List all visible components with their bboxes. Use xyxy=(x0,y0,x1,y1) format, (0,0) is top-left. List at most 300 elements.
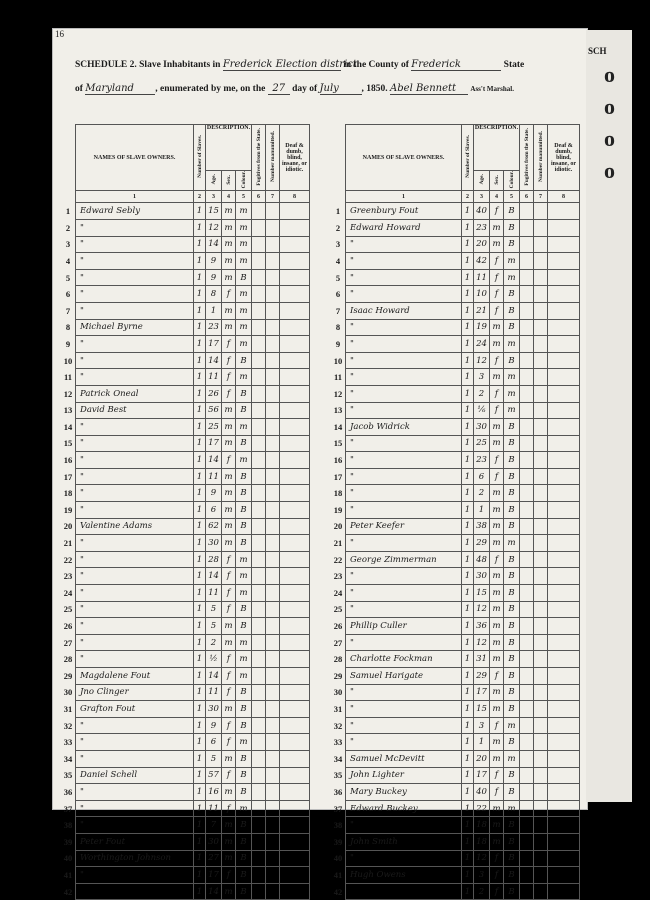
row-number: 39 xyxy=(61,833,76,850)
manumitted-cell xyxy=(266,236,280,253)
age-cell: 12 xyxy=(474,634,490,651)
deaf-cell xyxy=(548,651,580,668)
slave-count: 1 xyxy=(462,319,474,336)
row-number: 35 xyxy=(331,767,346,784)
slave-count: 1 xyxy=(462,336,474,353)
age-cell: 29 xyxy=(474,535,490,552)
colour-cell: B xyxy=(236,750,252,767)
row-number: 10 xyxy=(331,352,346,369)
sex-cell: f xyxy=(222,352,236,369)
colour-cell: B xyxy=(504,668,520,685)
table-row xyxy=(61,734,310,751)
slave-count: 1 xyxy=(462,701,474,718)
owner-name: Daniel Schell xyxy=(76,767,194,784)
table-row xyxy=(61,668,310,685)
owner-name: " xyxy=(76,867,194,884)
fugitive-cell xyxy=(252,684,266,701)
row-number: 39 xyxy=(331,833,346,850)
strip-mark: o xyxy=(604,94,615,119)
fugitive-cell xyxy=(520,369,534,386)
row-number: 20 xyxy=(61,518,76,535)
row-number: 26 xyxy=(61,618,76,635)
age-cell: 26 xyxy=(206,385,222,402)
row-number: 6 xyxy=(61,286,76,303)
colour-cell: B xyxy=(504,817,520,834)
owner-name: " xyxy=(346,236,462,253)
slave-count: 1 xyxy=(462,651,474,668)
manumitted-header: Number manumitted. xyxy=(537,131,544,183)
colour-cell: B xyxy=(504,867,520,884)
table-row xyxy=(61,385,310,402)
manumitted-cell xyxy=(266,452,280,469)
table-row xyxy=(61,219,310,236)
fugitive-cell xyxy=(252,518,266,535)
table-row xyxy=(61,336,310,353)
colour-cell: B xyxy=(236,435,252,452)
deaf-cell xyxy=(280,203,310,220)
row-number: 33 xyxy=(61,734,76,751)
table-row xyxy=(331,518,580,535)
sex-cell: f xyxy=(490,452,504,469)
age-cell: 14 xyxy=(206,352,222,369)
sex-cell: m xyxy=(222,302,236,319)
table-row xyxy=(61,717,310,734)
sex-cell: f xyxy=(222,767,236,784)
row-number: 31 xyxy=(331,701,346,718)
fugitive-cell xyxy=(252,717,266,734)
table-row xyxy=(61,551,310,568)
colour-cell: B xyxy=(504,551,520,568)
table-row xyxy=(331,734,580,751)
sex-cell: m xyxy=(490,419,504,436)
fugitive-cell xyxy=(252,219,266,236)
table-row xyxy=(61,286,310,303)
colour-cell: m xyxy=(236,236,252,253)
table-row xyxy=(331,502,580,519)
age-cell: 15 xyxy=(474,701,490,718)
deaf-cell xyxy=(280,601,310,618)
sex-cell: m xyxy=(490,568,504,585)
row-number: 41 xyxy=(331,867,346,884)
table-row xyxy=(61,352,310,369)
table-row xyxy=(331,336,580,353)
slave-count: 1 xyxy=(194,286,206,303)
colour-cell: B xyxy=(504,684,520,701)
owner-name: Jacob Widrick xyxy=(346,419,462,436)
deaf-cell xyxy=(548,767,580,784)
owner-name: " xyxy=(76,336,194,353)
deaf-cell xyxy=(548,833,580,850)
fugitive-cell xyxy=(520,634,534,651)
table-row xyxy=(331,203,580,220)
colour-cell: B xyxy=(504,203,520,220)
manumitted-cell xyxy=(266,867,280,884)
owner-name: " xyxy=(346,286,462,303)
deaf-cell xyxy=(280,269,310,286)
owner-name: " xyxy=(346,634,462,651)
sex-cell: f xyxy=(490,286,504,303)
owner-name: " xyxy=(76,236,194,253)
fugitive-cell xyxy=(520,568,534,585)
slave-count: 1 xyxy=(194,668,206,685)
slave-count: 1 xyxy=(462,419,474,436)
row-number: 42 xyxy=(331,883,346,900)
fugitive-cell xyxy=(520,402,534,419)
row-number: 8 xyxy=(331,319,346,336)
colour-cell: B xyxy=(236,717,252,734)
manumitted-cell xyxy=(266,319,280,336)
row-number: 17 xyxy=(331,468,346,485)
table-row xyxy=(61,302,310,319)
deaf-cell xyxy=(548,302,580,319)
slave-count: 1 xyxy=(194,219,206,236)
sex-cell: m xyxy=(490,219,504,236)
table-row xyxy=(61,883,310,900)
manumitted-cell xyxy=(534,585,548,602)
col-num: 7 xyxy=(534,191,548,203)
day-of-label: day of xyxy=(292,84,318,94)
row-number: 22 xyxy=(61,551,76,568)
manumitted-cell xyxy=(266,767,280,784)
colour-cell: m xyxy=(236,336,252,353)
owner-name: " xyxy=(76,269,194,286)
manumitted-cell xyxy=(266,302,280,319)
owner-name: " xyxy=(346,269,462,286)
table-row xyxy=(331,717,580,734)
sex-cell: f xyxy=(490,551,504,568)
age-cell: 11 xyxy=(206,369,222,386)
deaf-cell xyxy=(280,253,310,270)
owner-name xyxy=(76,883,194,900)
fugitive-cell xyxy=(252,833,266,850)
sex-cell: m xyxy=(490,585,504,602)
owner-name: " xyxy=(346,701,462,718)
row-number: 1 xyxy=(331,203,346,220)
colour-cell: B xyxy=(236,402,252,419)
row-number: 7 xyxy=(61,302,76,319)
fugitive-cell xyxy=(520,833,534,850)
slave-count: 1 xyxy=(194,253,206,270)
fugitive-cell xyxy=(252,236,266,253)
age-cell: 23 xyxy=(474,452,490,469)
age-cell: 7 xyxy=(206,817,222,834)
row-number: 16 xyxy=(331,452,346,469)
fugitive-cell xyxy=(252,668,266,685)
owner-name: Worthington Johnson xyxy=(76,850,194,867)
row-number: 29 xyxy=(331,668,346,685)
row-number: 24 xyxy=(61,585,76,602)
sex-cell: m xyxy=(222,833,236,850)
owner-name: John Smith xyxy=(346,833,462,850)
fugitive-cell xyxy=(520,701,534,718)
deaf-cell xyxy=(548,568,580,585)
table-row xyxy=(61,767,310,784)
slave-count: 1 xyxy=(462,219,474,236)
table-row xyxy=(331,236,580,253)
colour-cell: B xyxy=(504,468,520,485)
slave-count: 1 xyxy=(462,601,474,618)
fugitive-cell xyxy=(520,518,534,535)
table-row xyxy=(331,618,580,635)
row-number: 30 xyxy=(61,684,76,701)
table-row xyxy=(61,784,310,801)
owner-name: " xyxy=(346,717,462,734)
table-row xyxy=(331,750,580,767)
sex-cell: m xyxy=(490,701,504,718)
sex-cell: m xyxy=(222,203,236,220)
slave-count: 1 xyxy=(194,385,206,402)
fugitive-cell xyxy=(252,419,266,436)
district-value: Frederick Election district xyxy=(222,59,357,70)
colour-cell: B xyxy=(504,784,520,801)
table-row xyxy=(61,601,310,618)
owner-name: " xyxy=(346,817,462,834)
colour-cell: B xyxy=(504,219,520,236)
slave-count: 1 xyxy=(462,568,474,585)
owner-name: " xyxy=(76,551,194,568)
age-cell: 31 xyxy=(474,651,490,668)
row-number: 10 xyxy=(61,352,76,369)
owner-name: " xyxy=(76,601,194,618)
sex-cell: m xyxy=(490,336,504,353)
slave-count: 1 xyxy=(462,352,474,369)
deaf-cell xyxy=(548,867,580,884)
description-header: DESCRIPTION. xyxy=(206,125,252,171)
deaf-cell xyxy=(548,585,580,602)
owner-name: Samuel Harigate xyxy=(346,668,462,685)
deaf-cell xyxy=(280,651,310,668)
owner-name: " xyxy=(76,817,194,834)
manumitted-cell xyxy=(534,518,548,535)
owner-header: NAMES OF SLAVE OWNERS. xyxy=(346,125,462,191)
colour-cell: B xyxy=(236,468,252,485)
manumitted-cell xyxy=(266,601,280,618)
row-number: 19 xyxy=(61,502,76,519)
row-number: 12 xyxy=(331,385,346,402)
colour-cell: m xyxy=(236,651,252,668)
age-cell: 5 xyxy=(206,618,222,635)
deaf-cell xyxy=(280,369,310,386)
manumitted-cell xyxy=(534,568,548,585)
slave-count: 1 xyxy=(462,551,474,568)
fugitive-cell xyxy=(252,302,266,319)
sex-cell: f xyxy=(490,385,504,402)
colour-cell: m xyxy=(236,634,252,651)
manumitted-header: Number manumitted. xyxy=(269,131,276,183)
sex-cell: f xyxy=(222,551,236,568)
slave-count: 1 xyxy=(194,369,206,386)
table-row xyxy=(61,535,310,552)
fugitive-cell xyxy=(520,302,534,319)
manumitted-cell xyxy=(534,651,548,668)
county-value: Frederick xyxy=(411,59,501,71)
manumitted-cell xyxy=(266,435,280,452)
fugitive-cell xyxy=(252,269,266,286)
manumitted-cell xyxy=(266,369,280,386)
row-number: 38 xyxy=(331,817,346,834)
right-table xyxy=(331,124,580,900)
row-number: 5 xyxy=(61,269,76,286)
deaf-cell xyxy=(280,634,310,651)
manumitted-cell xyxy=(266,402,280,419)
sex-cell: m xyxy=(222,236,236,253)
age-cell: 1 xyxy=(474,734,490,751)
manumitted-cell xyxy=(266,286,280,303)
sex-header: Sex. xyxy=(493,174,500,185)
deaf-cell xyxy=(548,203,580,220)
age-cell: 19 xyxy=(474,319,490,336)
owner-name: " xyxy=(346,734,462,751)
sex-cell: f xyxy=(490,269,504,286)
fugitive-cell xyxy=(252,402,266,419)
manumitted-cell xyxy=(266,833,280,850)
deaf-cell xyxy=(280,850,310,867)
row-number: 30 xyxy=(331,684,346,701)
number-header: Number of Slaves. xyxy=(464,135,471,179)
colour-header: Colour. xyxy=(240,171,247,189)
strip-mark: o xyxy=(604,126,615,151)
fugitive-cell xyxy=(520,800,534,817)
deaf-cell xyxy=(280,668,310,685)
deaf-cell xyxy=(280,767,310,784)
table-row xyxy=(61,800,310,817)
fugitive-cell xyxy=(252,800,266,817)
deaf-cell xyxy=(280,468,310,485)
slave-count: 1 xyxy=(462,236,474,253)
sex-cell: f xyxy=(490,867,504,884)
owner-name: " xyxy=(76,419,194,436)
slave-count: 1 xyxy=(194,402,206,419)
slave-count: 1 xyxy=(194,551,206,568)
table-row xyxy=(331,485,580,502)
table-row xyxy=(331,468,580,485)
manumitted-cell xyxy=(534,236,548,253)
slave-count: 1 xyxy=(194,452,206,469)
fugitive-cell xyxy=(520,435,534,452)
row-number: 32 xyxy=(331,717,346,734)
fugitive-cell xyxy=(252,369,266,386)
col-num: 3 xyxy=(206,191,222,203)
table-row xyxy=(331,385,580,402)
colour-cell: m xyxy=(504,750,520,767)
manumitted-cell xyxy=(534,634,548,651)
colour-cell: m xyxy=(504,253,520,270)
manumitted-cell xyxy=(534,352,548,369)
deaf-cell xyxy=(280,867,310,884)
row-number: 7 xyxy=(331,302,346,319)
slave-count: 1 xyxy=(462,618,474,635)
slave-count: 1 xyxy=(194,419,206,436)
age-cell: 14 xyxy=(206,883,222,900)
sex-cell: m xyxy=(490,518,504,535)
schedule-label: SCHEDULE 2. xyxy=(75,60,137,70)
sex-cell: m xyxy=(490,535,504,552)
deaf-cell xyxy=(280,701,310,718)
table-row xyxy=(61,269,310,286)
deaf-cell xyxy=(548,535,580,552)
row-number: 4 xyxy=(331,253,346,270)
row-number: 23 xyxy=(331,568,346,585)
table-row xyxy=(331,402,580,419)
manumitted-cell xyxy=(534,684,548,701)
colour-cell: B xyxy=(236,618,252,635)
sex-cell: m xyxy=(222,817,236,834)
sex-cell: f xyxy=(222,585,236,602)
deaf-cell xyxy=(280,435,310,452)
age-cell: 40 xyxy=(474,203,490,220)
deaf-cell xyxy=(548,336,580,353)
title-prefix: Slave Inhabitants in xyxy=(139,60,221,70)
slave-count: 1 xyxy=(194,518,206,535)
colour-cell: B xyxy=(504,502,520,519)
manumitted-cell xyxy=(534,253,548,270)
sex-cell: f xyxy=(222,601,236,618)
row-number: 28 xyxy=(61,651,76,668)
row-number: 40 xyxy=(331,850,346,867)
age-cell: 22 xyxy=(474,800,490,817)
row-number: 11 xyxy=(61,369,76,386)
fugitive-cell xyxy=(520,585,534,602)
owner-name: George Zimmerman xyxy=(346,551,462,568)
sex-cell: m xyxy=(222,784,236,801)
age-cell: 40 xyxy=(474,784,490,801)
manumitted-cell xyxy=(534,402,548,419)
table-row xyxy=(331,568,580,585)
manumitted-cell xyxy=(534,319,548,336)
age-cell: 21 xyxy=(474,302,490,319)
slave-count: 1 xyxy=(462,535,474,552)
colour-cell: m xyxy=(504,369,520,386)
owner-name: Peter Fout xyxy=(76,833,194,850)
age-cell: 48 xyxy=(474,551,490,568)
slave-count: 1 xyxy=(462,817,474,834)
sex-cell: m xyxy=(490,435,504,452)
slave-count: 1 xyxy=(194,618,206,635)
owner-name: " xyxy=(346,253,462,270)
row-number: 38 xyxy=(61,817,76,834)
sex-cell: f xyxy=(490,784,504,801)
fugitive-cell xyxy=(252,750,266,767)
deaf-cell xyxy=(280,568,310,585)
row-number: 21 xyxy=(331,535,346,552)
table-row xyxy=(331,883,580,900)
row-number: 18 xyxy=(331,485,346,502)
slave-count: 1 xyxy=(462,369,474,386)
age-cell: 8 xyxy=(206,286,222,303)
age-cell: 25 xyxy=(206,419,222,436)
deaf-header: Deaf & dumb, blind, insane, or idiotic. xyxy=(280,125,310,191)
deaf-cell xyxy=(548,352,580,369)
owner-name: Edward Sebly xyxy=(76,203,194,220)
colour-cell: B xyxy=(504,651,520,668)
owner-name: " xyxy=(76,618,194,635)
fugitive-cell xyxy=(520,767,534,784)
fugitive-cell xyxy=(252,618,266,635)
row-number: 34 xyxy=(61,750,76,767)
sex-cell: f xyxy=(490,302,504,319)
deaf-cell xyxy=(280,219,310,236)
table-row xyxy=(331,269,580,286)
deaf-cell xyxy=(548,684,580,701)
colour-cell: m xyxy=(236,219,252,236)
fugitive-cell xyxy=(520,817,534,834)
colour-cell: B xyxy=(236,502,252,519)
row-number: 3 xyxy=(61,236,76,253)
deaf-cell xyxy=(548,817,580,834)
slave-count: 1 xyxy=(462,668,474,685)
enumeration-header xyxy=(75,83,514,95)
table-row xyxy=(331,535,580,552)
